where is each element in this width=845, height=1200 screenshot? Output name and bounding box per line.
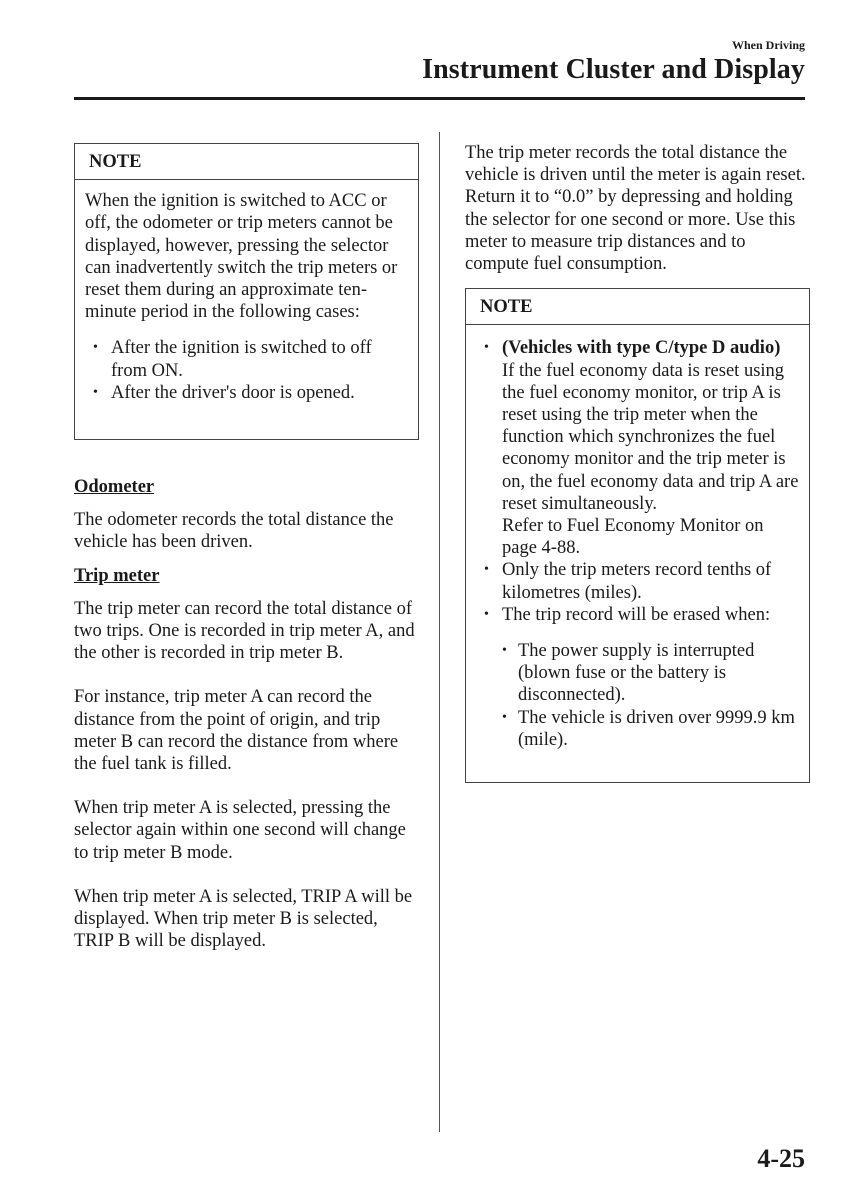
note-bullet [476,337,801,559]
note-bullet: • The trip record will be erased when: [476,604,801,626]
note-bullet-text: If the fuel economy data is reset using the fuel economy monitor, or trip A is reset using the trip meter when the function which synchronizes the fuel economy monitor and the trip meter is on, the fuel economy data and trip A are reset simultaneously. [502,360,799,514]
note-sub-bullet: • The power supply is interrupted (blown fuse or the battery is disconnected). [476,640,801,707]
trip-meter-paragraph: The trip meter can record the total distance of two trips. One is recorded in trip meter A, and the other is recorded in trip meter B. [74,598,415,664]
left-column [74,143,419,952]
right-column [465,142,810,783]
trip-meter-paragraph: For instance, trip meter A can record the distance from the point of origin, and trip meter B can record the distance from where the fuel tank is filled. [74,687,399,775]
note-bullet-title: • (Vehicles with type C/type D audio) [502,338,781,359]
note-body [466,325,809,761]
note-heading: NOTE [75,144,418,180]
trip-meter-paragraph: When trip meter A is selected, TRIP A will be displayed. When trip meter B is selected, TRIP B will be displayed. [74,886,413,952]
note-body [75,180,418,414]
trip-meter-heading: Trip meter [74,565,160,586]
trip-meter-paragraph: When trip meter A is selected, pressing the selector again within one second will change to trip meter B mode. [74,798,406,863]
column-divider [439,132,440,1132]
note-bullet: • After the ignition is switched to off from ON. [85,337,410,381]
odometer-text: The odometer records the total distance the vehicle has been driven. [74,510,394,553]
note-bullet-reference: Refer to Fuel Economy Monitor on page 4-88. [502,516,764,559]
trip-meter-reset-text: The trip meter records the total distance the vehicle is driven until the meter is again reset. Return it to “0.0” by depressing and holding the selector for one second or more. Use this meter to measure trip distances and to compute fuel consumption. [465,143,806,275]
note-box-right [465,288,810,783]
page-title: Instrument Cluster and Display [422,54,805,85]
section-label: When Driving [731,38,805,52]
note-heading: NOTE [466,289,809,325]
note-intro: When the ignition is switched to ACC or off, the odometer or trip meters cannot be displayed, however, pressing the selector can inadvertently switch the trip meters or reset them during an approximate ten-minute period in the following cases: [85,191,398,323]
note-sub-bullet: • The vehicle is driven over 9999.9 km (mile). [476,707,801,751]
odometer-heading: Odometer [74,477,155,497]
note-bullet: • After the driver's door is opened. [85,382,410,404]
note-box-left [74,143,419,440]
note-bullet: • Only the trip meters record tenths of kilometres (miles). [476,559,801,603]
header-rule [74,97,805,100]
page-number: 4-25 [757,1144,805,1173]
